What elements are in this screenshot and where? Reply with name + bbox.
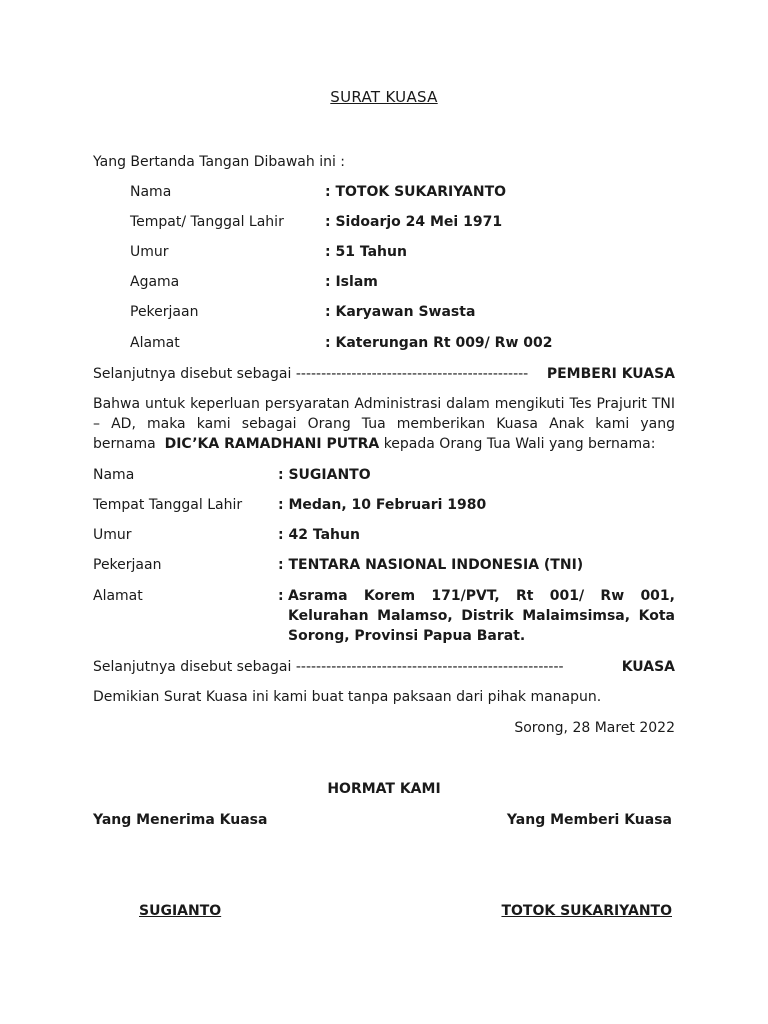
field-value: : TENTARA NASIONAL INDONESIA (TNI) [278,557,584,573]
field-label: Pekerjaan [93,557,162,573]
field-value: : 51 Tahun [325,244,407,260]
role-line-text: Selanjutnya disebut sebagai ---------------------------------------------- [93,366,529,382]
field-label: Nama [93,467,135,483]
grantee-row-age [0,525,768,545]
field-label: Nama [130,184,172,200]
purpose-paragraph [93,394,675,454]
giver-signature-name: TOTOK SUKARIYANTO [501,903,672,919]
intro-text: Yang Bertanda Tangan Dibawah ini : [93,154,346,170]
grantor-row-occupation [0,302,768,322]
field-value: : Sidoarjo 24 Mei 1971 [325,214,503,230]
field-label: Umur [130,244,169,260]
field-colon: : [278,588,284,604]
grantee-row-birth [0,495,768,515]
closing-statement: Demikian Surat Kuasa ini kami buat tanpa paksaan dari pihak manapun. [93,689,602,705]
field-label: Alamat [130,335,180,351]
field-label: Tempat/ Tanggal Lahir [130,214,284,230]
place-date: Sorong, 28 Maret 2022 [514,720,675,736]
field-label: Tempat Tanggal Lahir [93,497,243,513]
field-label: Alamat [93,588,143,604]
receiver-title: Yang Menerima Kuasa [93,812,268,828]
regards-heading: HORMAT KAMI [327,781,441,797]
grantor-row-age [0,242,768,262]
grantor-row-birth [0,212,768,232]
purpose-text-1: Bahwa untuk keperluan persyaratan Administrasi dalam mengikuti Tes Prajurit TNI – AD, maka kami sebagai Orang Tua memberikan Kuasa Anak kami yang bernama [93,396,675,452]
grantor-row-name [0,182,768,202]
field-label: Agama [130,274,180,290]
document-title: SURAT KUASA [330,88,438,106]
grantee-row-occupation [0,555,768,575]
grantee-role-line [93,657,675,677]
purpose-text-2: kepada Orang Tua Wali yang bernama: [383,436,656,452]
grantee-address-value: Asrama Korem 171/PVT, Rt 001/ Rw 001, Kelurahan Malamso, Distrik Malaimsimsa, Kota Sorong, Provinsi Papua Barat. [288,588,675,644]
grantor-role-line [93,364,675,384]
field-value: : TOTOK SUKARIYANTO [325,184,507,200]
grantee-row-name [0,465,768,485]
field-value: : Karyawan Swasta [325,304,476,320]
field-label: Pekerjaan [130,304,199,320]
receiver-signature-name: SUGIANTO [139,903,222,919]
field-label: Umur [93,527,132,543]
child-name: DIC’KA RAMADHANI PUTRA [164,436,380,452]
field-value: : 42 Tahun [278,527,360,543]
field-value: : Katerungan Rt 009/ Rw 002 [325,335,553,351]
grantee-row-address [0,586,768,648]
field-value: : SUGIANTO [278,467,371,483]
role-line-text: Selanjutnya disebut sebagai ----------------------------------------------------- [93,659,564,675]
field-value: : Islam [325,274,378,290]
role-label: KUASA [621,659,675,675]
giver-title: Yang Memberi Kuasa [506,812,672,828]
field-value: : Medan, 10 Februari 1980 [278,497,487,513]
grantor-row-religion [0,272,768,292]
role-label: PEMBERI KUASA [546,366,675,382]
grantor-row-address [0,333,768,353]
